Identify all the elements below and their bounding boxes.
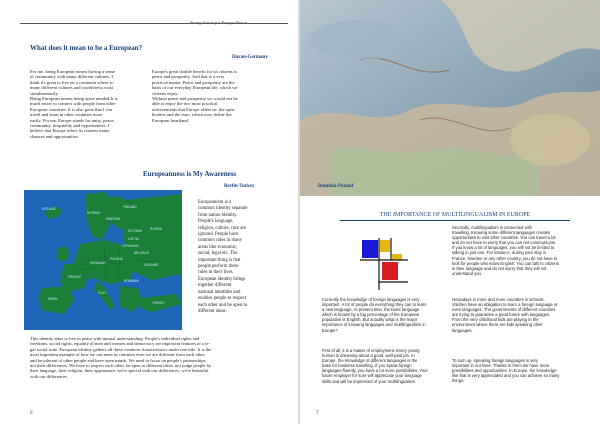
section-title-european: What does it mean to be a European? [30,44,143,52]
map-label-3: FINLAND [123,205,137,209]
map-label-2: SWEDEN [106,217,120,221]
header-rule [20,23,288,24]
map-label-1: NORWAY [87,211,101,215]
map-label-11: FRANCE [68,275,82,279]
running-header: Young Action for Europe Vision [190,19,247,25]
ml-left-paragraph-2: First of all, it is a matter of employment. Every young human is dreaming about a good, well-paid job. In Europe, the knowledge of different languages is the base for business travelling. If you speak foreign languages fluently, you have a lot more possibilities. Your future employer for sure will appreciate your language skills and will be impressed of your multilingualism. [322,348,428,384]
map-label-9: POLAND [110,257,124,261]
photo-caption: Dominia-Poland [318,184,354,189]
page-number-right: 7 [316,411,319,416]
europe-map-graphic [24,190,182,330]
map-label-12: SPAIN [48,297,58,301]
author-haran: Haran-Germany [232,55,268,60]
map-label-4: RUSSIA [150,227,162,231]
map-label-10: GERMANY [90,261,107,265]
ml-left-paragraph-1: Currently the knowledge of foreign languages is very important. A lot of people do everything they can to learn a new language. At present time, the basic language which is known by a big percentage of the European population is English. But actually what is the major importance of knowing languages and multilingualism in Europe? [322,297,427,333]
europe-map [24,190,182,330]
section-title-awareness: Europeanness is My Awareness [143,170,237,178]
ml-right-paragraph-1: Secondly, multilingualism is connected with travelling. Knowing some different languages creates opportunities to visit other countries. You can travel a lot and do not have to worry that you can not communicate. If you know a lot of languages, you will not be limited to talking in just one. For instance, during your stay in France, Sweden or any other country, you do not have to look for people who know English. You can talk to citizens in their language and do not worry that they will not understand you. [452,225,559,276]
page-number-left: 6 [30,411,33,416]
article-title-rule [340,220,570,221]
map-label-16: TURKEY [152,301,165,305]
ml-right-paragraph-3: To sum up, speaking foreign languages is very important in our lives. Thanks to them we have more possibilities and opportunities. In Europe, the knowledge like that is very appreciated and you can achieve so many things. [452,358,560,384]
section1-column1: For me, being European means having a sense of community with many different cultures. I think it's great to live on a continent where so many different cultures and worldviews exist simultaneously. Being European means being open-minded.It is much easier to connect with people from other European countries. It is also great that I can travel and learn in other countries more easily. For me, Europe stands for unity, peace, community, hospitality and opportunities. I believe that Europe offers its citizens many chances and opportunities. [30,69,118,139]
map-label-13: ITALY [98,291,107,295]
author-berfin: Berfin-Turkey [224,184,255,189]
right-page [300,0,600,424]
map-label-8: BELARUS [134,251,149,255]
map-photo [300,0,600,196]
ml-right-paragraph-2: Nowadays in more and more countries in schools, children have an obligation to learn a foreign language or even languages. The governments of different countries are trying to guarantee a good future with languages. From the very childhood kids are playing in the environment where there are kids speaking other languages. [452,297,558,333]
map-label-15: ROMANIA [124,279,139,283]
map-label-0: ICELAND [42,207,56,211]
left-page [0,0,298,424]
map-label-7: LITHUANIA [122,244,139,248]
section2-side-text: Europeanism is a common identity separate from nation identity. People's language, religion, culture, race are ignored. People have common rules in many areas like economic, social, legal etc. The important thing is that people perform these rules in their lives. European identity brings together different national identities and enables people to respect each other and be open to different ideas. [198,200,248,314]
mondrian-graphic [360,238,408,290]
map-label-14: UKRAINE [144,263,159,267]
section1-column2: Europe's great double benefit for us citizens is peace and prosperity. And that is a very practical matter. Peace and prosperity are the basis of our everyday European life, which we citizens enjoy. Without peace and prosperity we would not be able to enjoy the two most practical achievements that Europe offers us: the open borders and the euro, which now define the European heartland. [152,69,238,123]
map-label-6: LATVIA [128,237,139,241]
section2-bottom-text: This identity aims to live in peace with mutual understanding. People's individual rights and freedoms, social rights, equality of men and women and democracy are important features of a le- gal social state. European identity gathers all these common characteristics under one title. It is the most important example of how we can meet in common even we are different from each other and be tolerant of other people and have open minds. We need to focus on people's partnerships, not their differences. We have to respect each other, be open to different ideas, not judge people by their language, their religion, their appearance: we're special with our differences, we're beautiful with our differences. [30,336,212,379]
article-title: THE IMPORTANCE OF MULTILINGUALISM IN EUROPE [379,212,531,218]
map-photo-graphic [300,0,600,196]
map-label-5: ESTONIA [128,229,142,233]
